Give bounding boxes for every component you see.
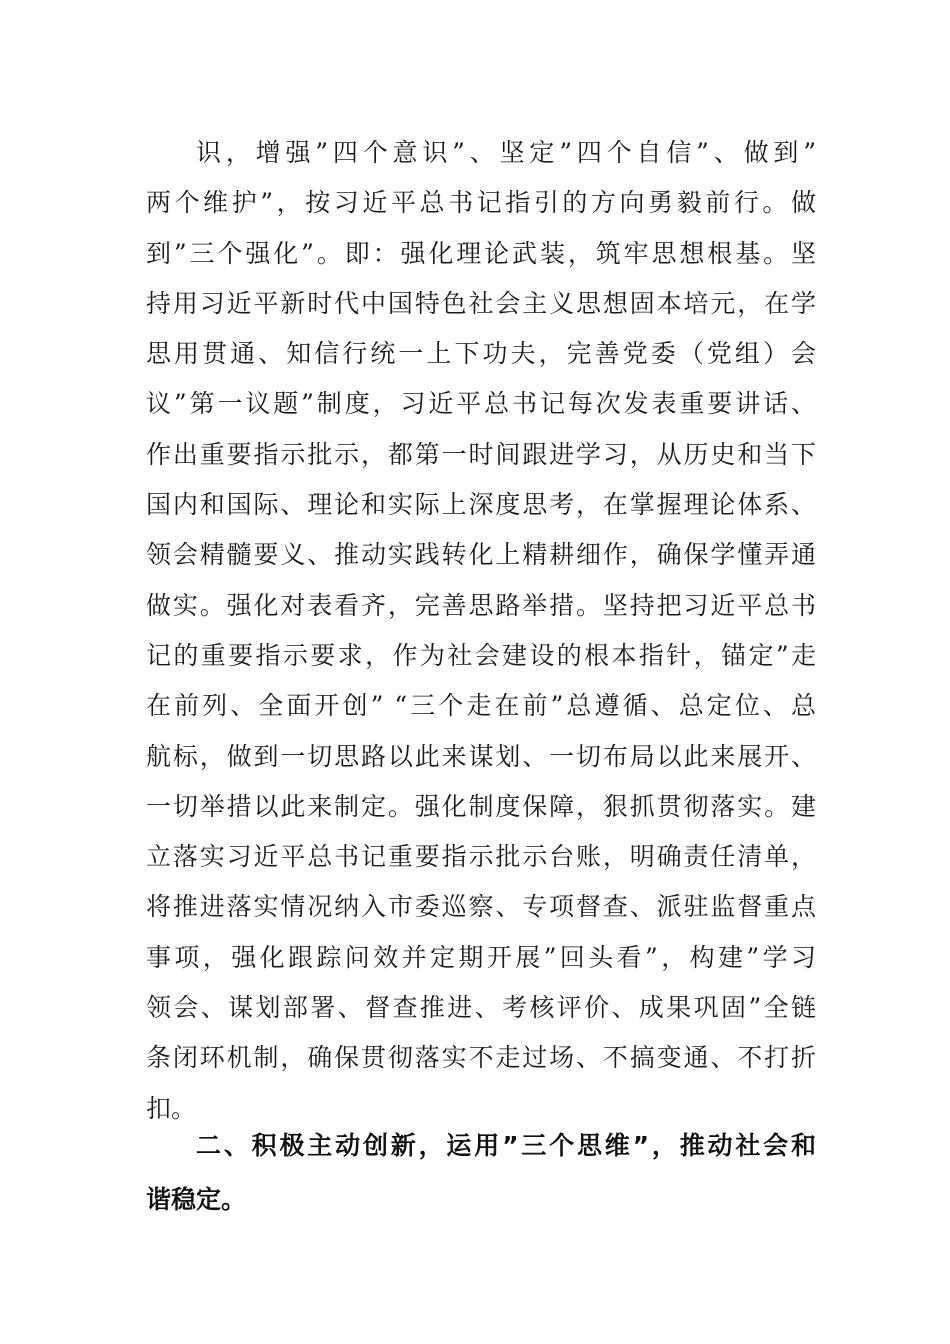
- paragraph-line: 在前列、全面开创” “三个走在前”总遵循、总定位、总: [146, 691, 816, 721]
- paragraph-line: 到”三个强化”。即：强化理论武装，筑牢思想根基。坚: [146, 238, 816, 268]
- paragraph-line: 作出重要指示批示，都第一时间跟进学习，从历史和当下: [146, 439, 816, 469]
- heading-line: 二、积极主动创新，运用”三个思维”，推动社会和: [196, 1131, 816, 1160]
- paragraph-line: 一切举措以此来制定。强化制度保障，狠抓贯彻落实。建: [146, 791, 816, 821]
- paragraph-line: 事项，强化跟踪问效并定期开展”回头看”，构建”学习: [146, 942, 816, 972]
- paragraph-line: 领会精髓要义、推动实践转化上精耕细作，确保学懂弄通: [146, 540, 816, 570]
- paragraph-line: 思用贯通、知信行统一上下功夫，完善党委（党组）会: [146, 339, 816, 369]
- paragraph-line: 国内和国际、理论和实际上深度思考，在掌握理论体系、: [146, 490, 816, 520]
- section-heading: [146, 1119, 816, 1227]
- paragraph-line: 扣。: [146, 1093, 197, 1123]
- paragraph-line: 立落实习近平总书记重要指示批示台账，明确责任清单，: [146, 842, 816, 872]
- paragraph-line: 做实。强化对表看齐，完善思路举措。坚持把习近平总书: [146, 590, 816, 620]
- paragraph-line: 识，增强”四个意识”、坚定”四个自信”、做到”: [196, 138, 816, 167]
- paragraph-line: 议”第一议题”制度，习近平总书记每次发表重要讲话、: [146, 389, 816, 419]
- heading-line: 谐稳定。: [146, 1185, 247, 1214]
- paragraph-line: 领会、谋划部署、督查推进、考核评价、成果巩固”全链: [146, 993, 816, 1023]
- paragraph-line: 记的重要指示要求，作为社会建设的根本指针，锚定”走: [146, 640, 816, 670]
- paragraph-line: 两个维护”，按习近平总书记指引的方向勇毅前行。做: [146, 188, 816, 218]
- body-paragraph: [146, 128, 816, 1134]
- paragraph-line: 航标，做到一切思路以此来谋划、一切布局以此来展开、: [146, 741, 816, 771]
- paragraph-line: 持用习近平新时代中国特色社会主义思想固本培元，在学: [146, 288, 816, 318]
- paragraph-line: 条闭环机制，确保贯彻落实不走过场、不搞变通、不打折: [146, 1043, 816, 1073]
- paragraph-line: 将推进落实情况纳入市委巡察、专项督查、派驻监督重点: [146, 892, 816, 922]
